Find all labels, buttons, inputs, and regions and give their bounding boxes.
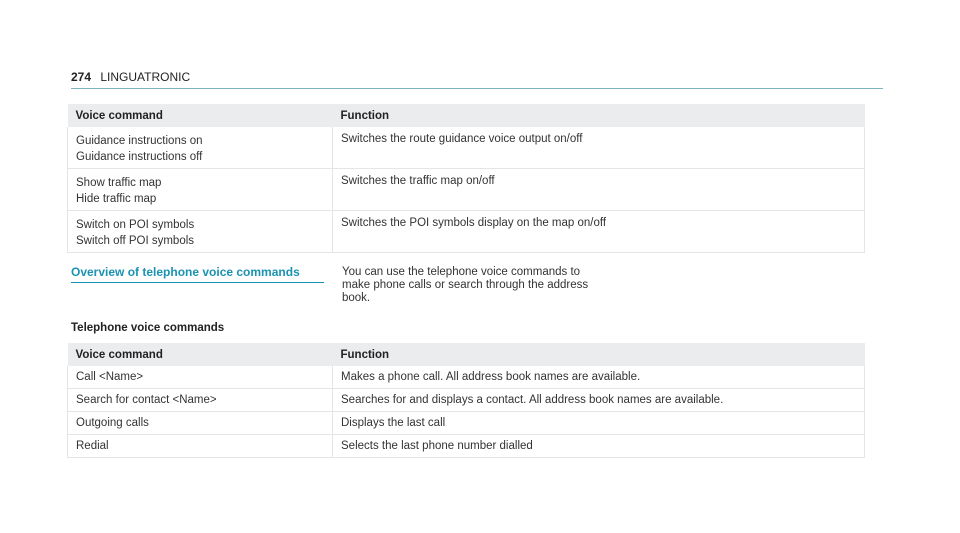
- table-row: [68, 435, 865, 458]
- voice-command-cell: Call <Name>: [68, 366, 333, 389]
- section-name: LINGUATRONIC: [100, 70, 191, 84]
- table-row: [68, 389, 865, 412]
- voice-command-cell: [68, 211, 333, 253]
- column-header-voice-command: Voice command: [68, 343, 333, 366]
- voice-command: Show traffic map: [76, 177, 162, 189]
- function-cell: Displays the last call: [333, 412, 865, 435]
- table-title: Telephone voice commands: [71, 322, 225, 334]
- voice-command: Hide traffic map: [76, 193, 157, 205]
- function-cell: Searches for and displays a contact. All address book names are available.: [333, 389, 865, 412]
- header-divider: [71, 88, 883, 89]
- table-header-row: [68, 343, 865, 366]
- table-header-row: [68, 104, 865, 127]
- voice-command-cell: Search for contact <Name>: [68, 389, 333, 412]
- table-row: [68, 412, 865, 435]
- table-row: [68, 211, 865, 253]
- function-cell: Makes a phone call. All address book names are available.: [333, 366, 865, 389]
- page-header: [71, 70, 190, 84]
- voice-command-cell: [68, 169, 333, 211]
- navigation-commands-table: [67, 104, 865, 253]
- telephone-commands-table: [67, 343, 865, 458]
- voice-command: Guidance instructions off: [76, 151, 203, 163]
- voice-command: Guidance instructions on: [76, 135, 203, 147]
- voice-command-cell: Redial: [68, 435, 333, 458]
- function-cell: Switches the POI symbols display on the map on/off: [333, 211, 865, 253]
- function-cell: Switches the traffic map on/off: [333, 169, 865, 211]
- column-header-function: Function: [333, 104, 865, 127]
- column-header-function: Function: [333, 343, 865, 366]
- voice-command: Switch on POI symbols: [76, 219, 195, 231]
- section-heading: Overview of telephone voice commands: [71, 265, 324, 283]
- column-header-voice-command: Voice command: [68, 104, 333, 127]
- function-cell: Switches the route guidance voice output on/off: [333, 127, 865, 169]
- voice-command-cell: Outgoing calls: [68, 412, 333, 435]
- table-row: [68, 169, 865, 211]
- page-number: 274: [71, 70, 92, 84]
- section-body-text: You can use the telephone voice commands to make phone calls or search through the address book.: [342, 266, 589, 304]
- voice-command-cell: [68, 127, 333, 169]
- function-cell: Selects the last phone number dialled: [333, 435, 865, 458]
- voice-command: Switch off POI symbols: [76, 235, 195, 247]
- table-row: [68, 127, 865, 169]
- table-row: [68, 366, 865, 389]
